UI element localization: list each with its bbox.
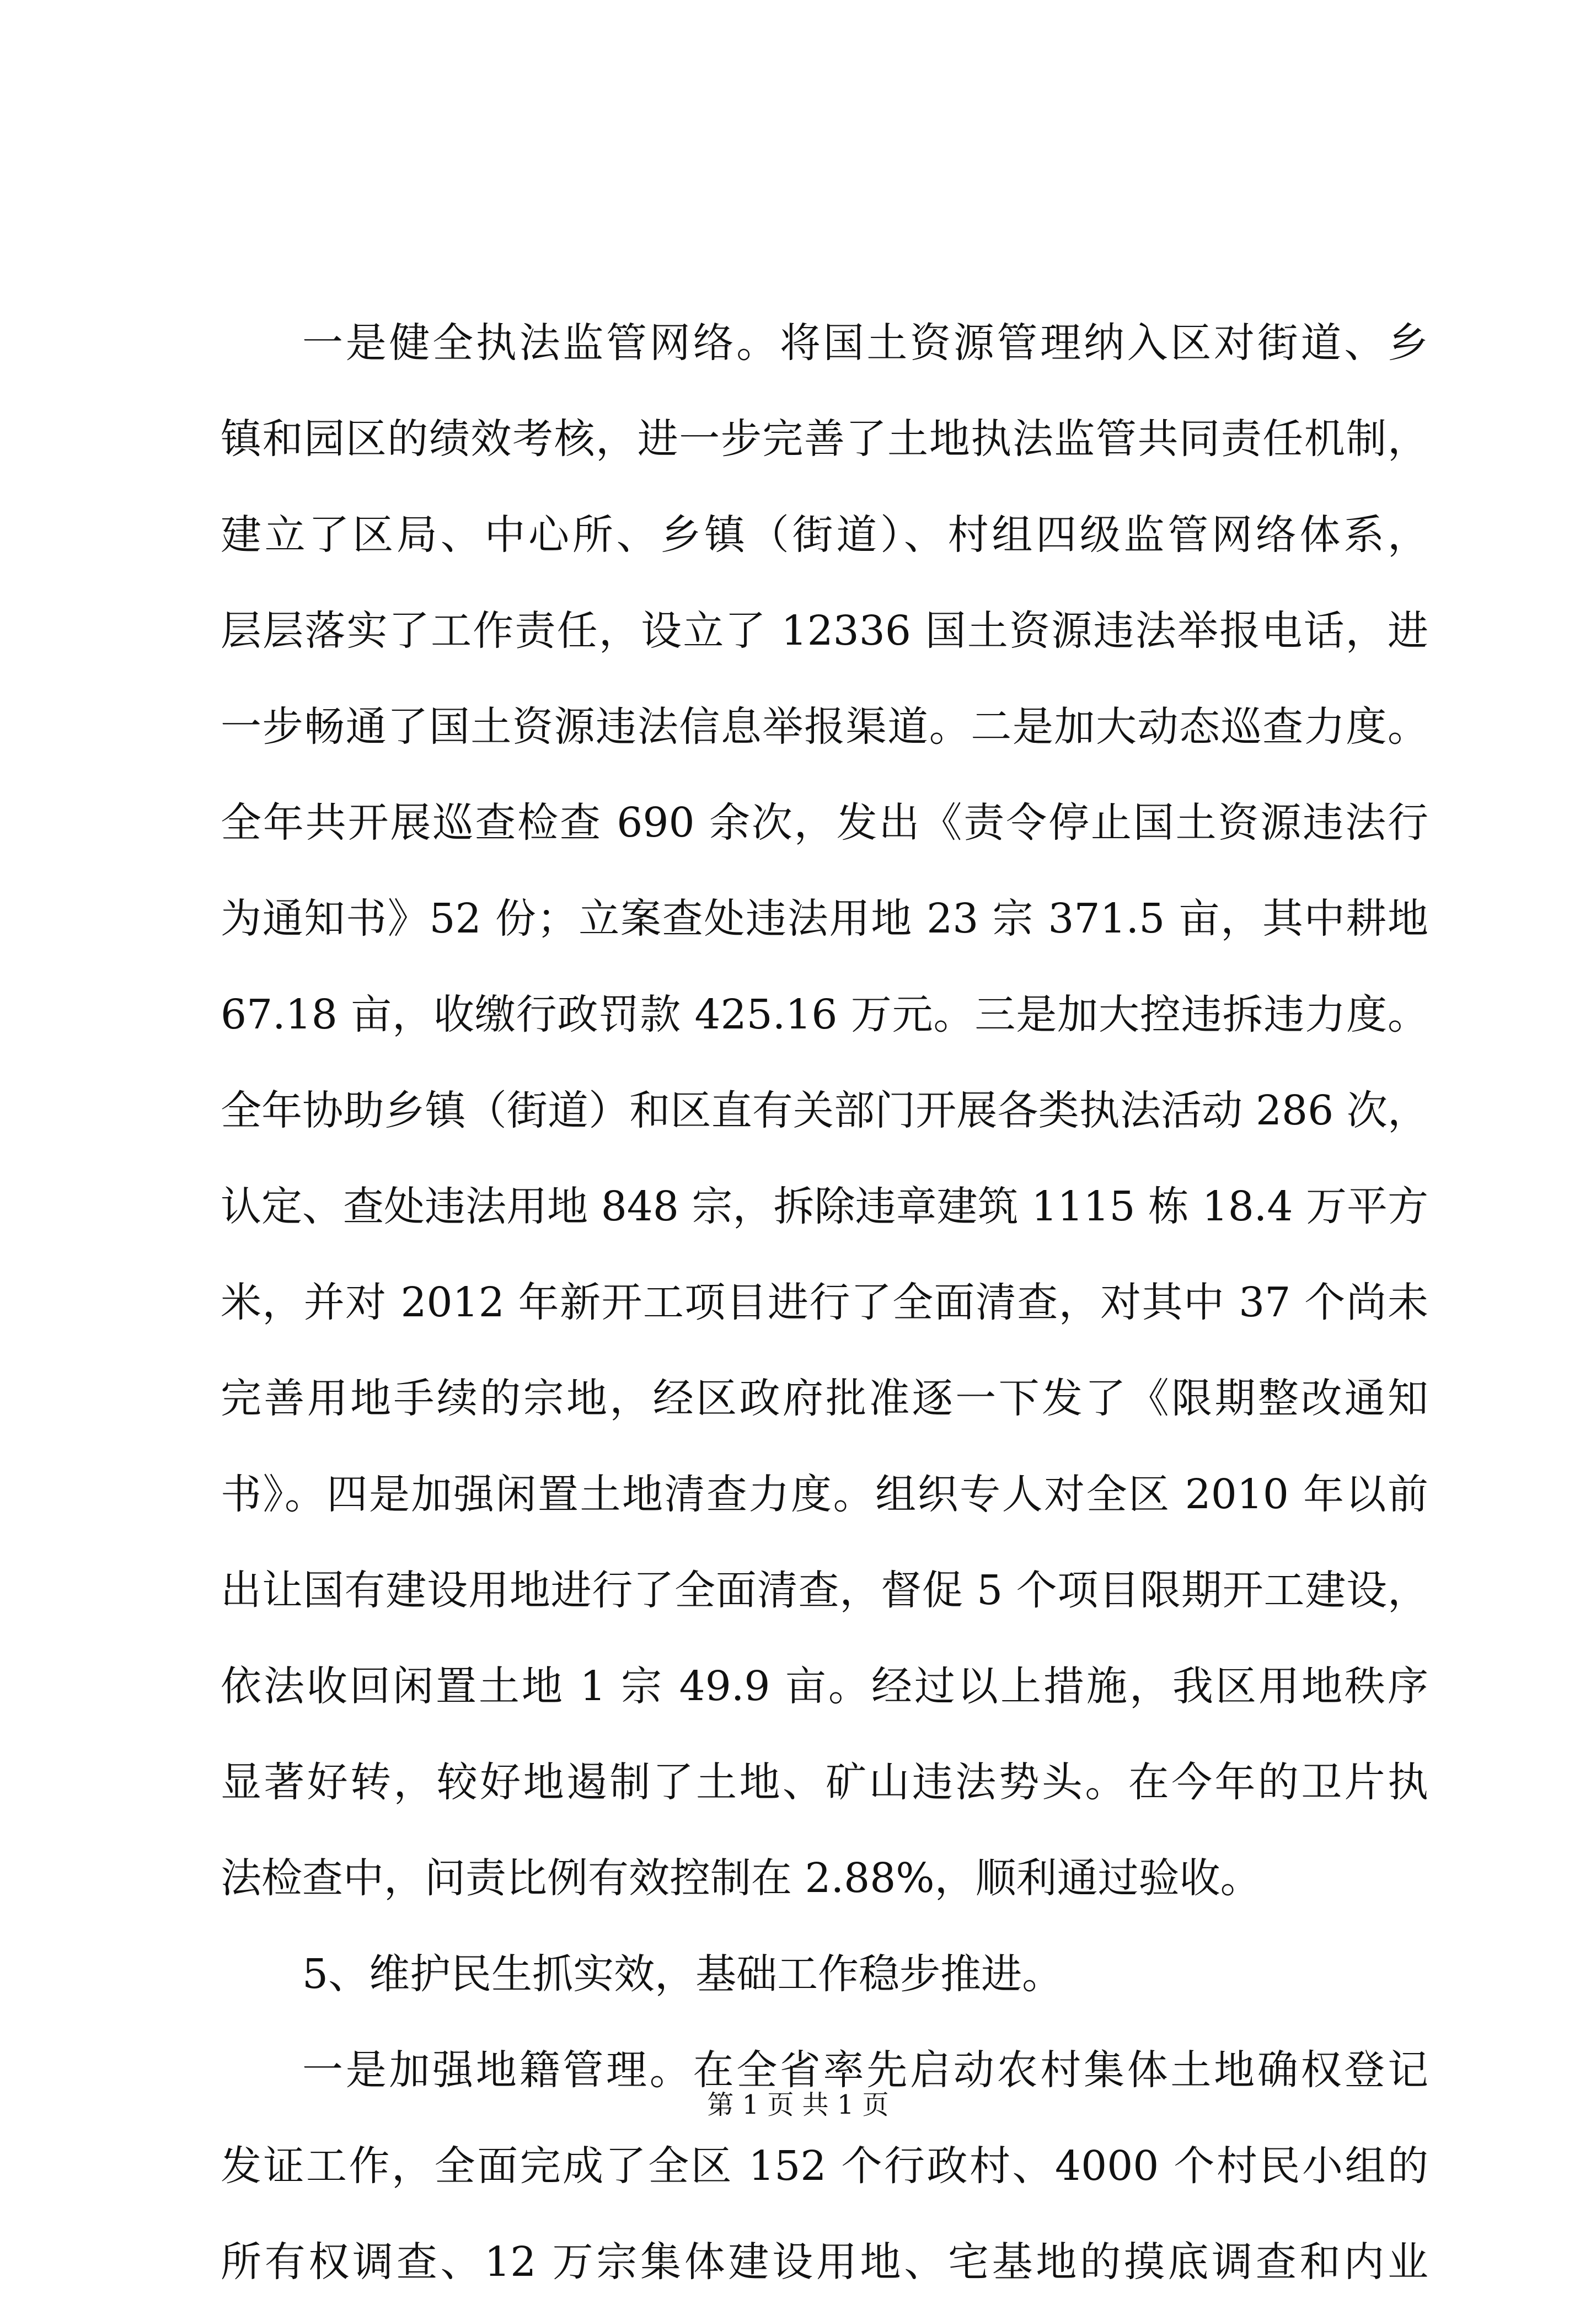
- text-line: 出让国有建设用地进行了全面清查，督促 5 个项目限期开工建设，: [221, 1567, 1428, 1614]
- text-line: 显著好转，较好地遏制了土地、矿山违法势头。在今年的卫片执: [221, 1759, 1428, 1806]
- body-text: [221, 295, 1428, 2310]
- text-line: 法检查中，问责比例有效控制在 2.88%，顺利通过验收。: [221, 1855, 1261, 1902]
- page-footer: [0, 2083, 1596, 2121]
- text-line: 书》。四是加强闲置土地清查力度。组织专人对全区 2010 年以前: [221, 1471, 1428, 1518]
- text-line: 67.18 亩，收缴行政罚款 425.16 万元。三是加大控违拆违力度。: [221, 991, 1428, 1038]
- section-heading: 5、维护民生抓实效，基础工作稳步推进。: [302, 1950, 1063, 1998]
- text-line: 依法收回闲置土地 1 宗 49.9 亩。经过以上措施，我区用地秩序: [221, 1663, 1428, 1710]
- text-line: 全年协助乡镇（街道）和区直有关部门开展各类执法活动 286 次，: [221, 1087, 1428, 1134]
- text-line: 建立了区局、中心所、乡镇（街道）、村组四级监管网络体系，: [221, 511, 1428, 559]
- text-line: 所有权调查、12 万宗集体建设用地、宅基地的摸底调查和内业: [221, 2238, 1428, 2286]
- text-line: 完善用地手续的宗地，经区政府批准逐一下发了《限期整改通知: [221, 1375, 1428, 1422]
- page-number-label: 第 1 页 共 1 页: [707, 2089, 889, 2120]
- text-line: 一是健全执法监管网络。将国土资源管理纳入区对街道、乡: [302, 319, 1428, 367]
- text-line: 层层落实了工作责任，设立了 12336 国土资源违法举报电话，进: [221, 607, 1428, 655]
- text-line: 一是加强地籍管理。在全省率先启动农村集体土地确权登记: [302, 2046, 1428, 2094]
- text-line: 发证工作，全面完成了全区 152 个行政村、4000 个村民小组的: [221, 2142, 1428, 2190]
- text-line: 镇和园区的绩效考核，进一步完善了土地执法监管共同责任机制，: [221, 415, 1428, 463]
- text-line: 全年共开展巡查检查 690 余次，发出《责令停止国土资源违法行: [221, 799, 1428, 846]
- text-line: 为通知书》52 份；立案查处违法用地 23 宗 371.5 亩，其中耕地: [221, 895, 1428, 942]
- text-line: 米，并对 2012 年新开工项目进行了全面清查，对其中 37 个尚未: [221, 1279, 1428, 1326]
- text-line: 认定、查处违法用地 848 宗，拆除违章建筑 1115 栋 18.4 万平方: [221, 1183, 1428, 1230]
- text-line: 一步畅通了国土资源违法信息举报渠道。二是加大动态巡查力度。: [221, 703, 1428, 751]
